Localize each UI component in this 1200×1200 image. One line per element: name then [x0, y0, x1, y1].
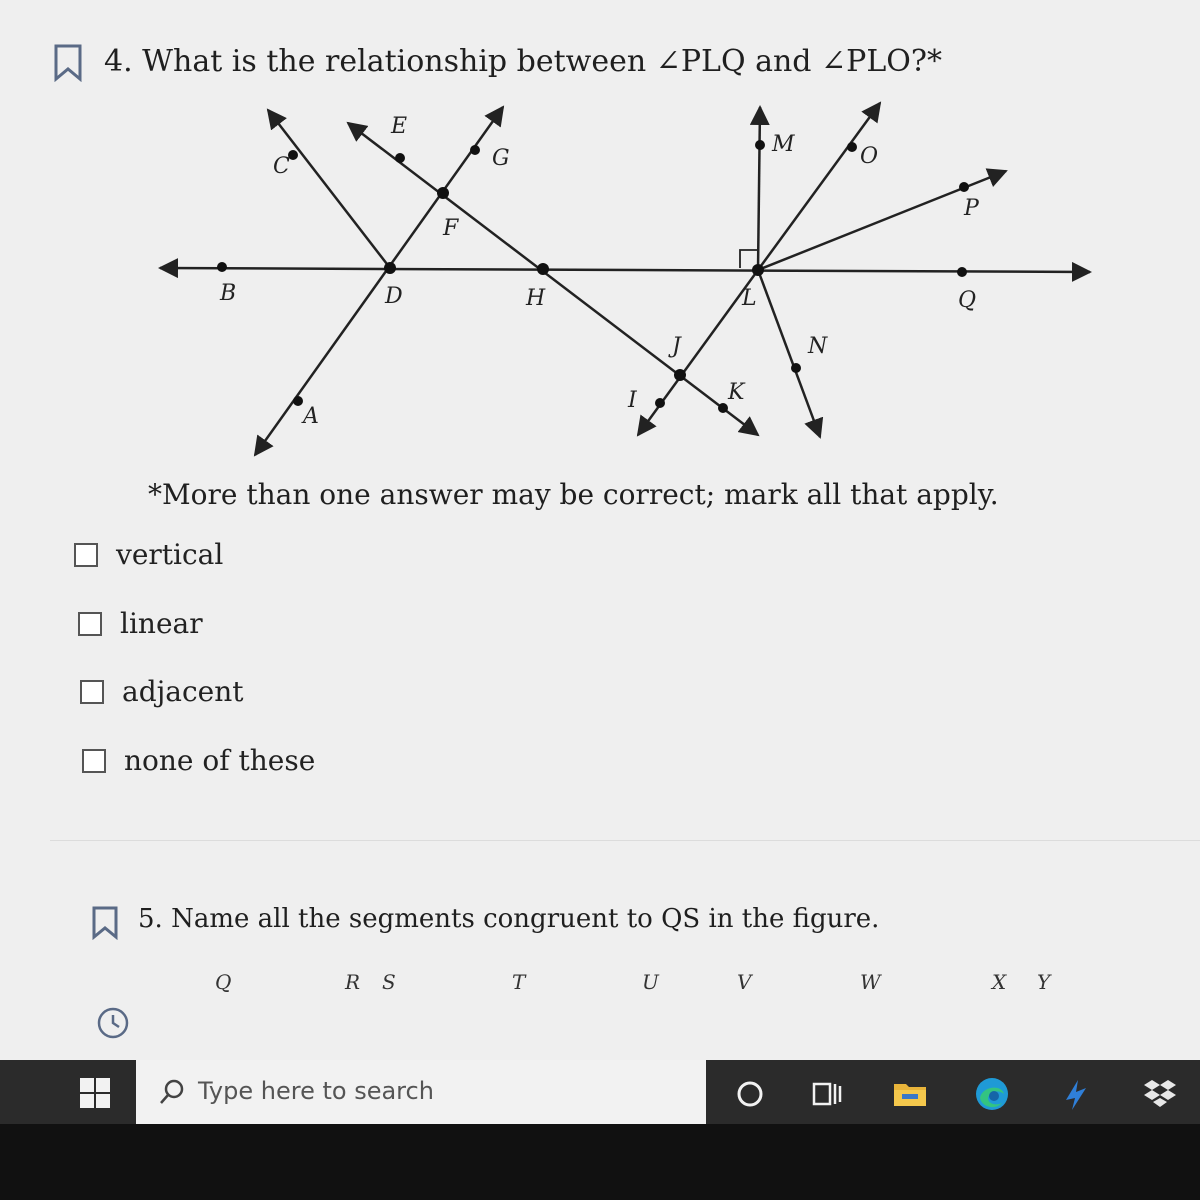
search-icon: [158, 1078, 186, 1106]
point-F: [437, 187, 449, 199]
label-A: A: [303, 404, 319, 429]
q5-label: X: [992, 970, 1007, 994]
screen-bezel: [0, 1060, 50, 1124]
option-vertical[interactable]: [74, 538, 223, 571]
point-A: [293, 396, 303, 406]
file-explorer-icon[interactable]: [890, 1074, 930, 1114]
q5-label: Q: [215, 970, 232, 994]
point-O: [847, 142, 857, 152]
q5-label: V: [737, 970, 752, 994]
task-view-icon[interactable]: [806, 1074, 846, 1114]
label-H: H: [526, 286, 546, 311]
q5-label: R: [345, 970, 361, 994]
windows-start-icon[interactable]: [78, 1076, 112, 1110]
cortana-icon[interactable]: [730, 1074, 770, 1114]
checkbox[interactable]: [78, 612, 102, 636]
label-O: O: [860, 144, 879, 169]
point-Q: [957, 267, 967, 277]
label-K: K: [728, 380, 745, 405]
point-L: [752, 264, 764, 276]
geometry-figure: [140, 95, 1120, 475]
label-J: J: [672, 334, 681, 359]
question-5-title: [138, 904, 879, 934]
point-M: [755, 140, 765, 150]
checkbox[interactable]: [82, 749, 106, 773]
point-J: [674, 369, 686, 381]
q5-label: U: [642, 970, 659, 994]
label-B: B: [220, 281, 237, 306]
instruction-note: *More than one answer may be correct; mark all that apply.: [148, 478, 999, 511]
label-N: N: [808, 334, 828, 359]
clock-icon[interactable]: [96, 1006, 130, 1040]
monitor-bezel-bottom: [0, 1124, 1200, 1200]
option-adjacent[interactable]: [80, 675, 244, 708]
point-H: [537, 263, 549, 275]
bookmark-icon[interactable]: [54, 44, 82, 82]
label-P: P: [964, 196, 979, 221]
q5-label: Y: [1037, 970, 1051, 994]
q5-label: T: [512, 970, 526, 994]
point-K: [718, 403, 728, 413]
label-L: L: [742, 286, 757, 311]
point-G: [470, 145, 480, 155]
option-label: adjacent: [122, 675, 244, 708]
option-label: linear: [120, 607, 203, 640]
line-BQ: [160, 268, 1090, 272]
checkbox[interactable]: [80, 680, 104, 704]
point-N: [791, 363, 801, 373]
option-none-of-these[interactable]: [82, 744, 315, 777]
label-E: E: [391, 114, 408, 139]
point-I: [655, 398, 665, 408]
edge-icon[interactable]: [972, 1074, 1012, 1114]
label-F: F: [443, 216, 459, 241]
windows-taskbar: [50, 1060, 1200, 1124]
question-number: 5.: [138, 904, 163, 934]
label-I: I: [628, 388, 637, 413]
line-EK: [348, 123, 758, 435]
question-divider: [50, 840, 1200, 841]
q5-label: S: [382, 970, 396, 994]
search-placeholder: Type here to search: [198, 1077, 434, 1105]
option-label: vertical: [116, 538, 224, 571]
label-Q: Q: [958, 288, 977, 313]
option-label: none of these: [124, 744, 316, 777]
checkbox[interactable]: [74, 543, 98, 567]
question-text: Name all the segments congruent to QS in the figure.: [171, 904, 880, 934]
label-G: G: [492, 146, 510, 171]
ray-LM: [758, 107, 760, 270]
taskbar-search-box[interactable]: [136, 1060, 706, 1124]
point-P: [959, 182, 969, 192]
app-icon[interactable]: [1056, 1074, 1096, 1114]
question-number: 4.: [104, 44, 133, 79]
point-B: [217, 262, 227, 272]
label-M: M: [772, 132, 795, 157]
q5-label: W: [860, 970, 881, 994]
line-LI: [638, 270, 758, 435]
option-linear[interactable]: [78, 607, 203, 640]
label-D: D: [385, 284, 403, 309]
ray-DC: [268, 110, 390, 268]
question-5-figure-top: [210, 970, 1110, 994]
label-C: C: [273, 154, 290, 179]
point-E: [395, 153, 405, 163]
bookmark-icon[interactable]: [92, 906, 118, 940]
point-D: [384, 262, 396, 274]
dropbox-icon[interactable]: [1140, 1074, 1180, 1114]
question-4-title: [104, 44, 942, 79]
question-text: What is the relationship between ∠PLQ and ∠PLO?*: [142, 44, 942, 79]
